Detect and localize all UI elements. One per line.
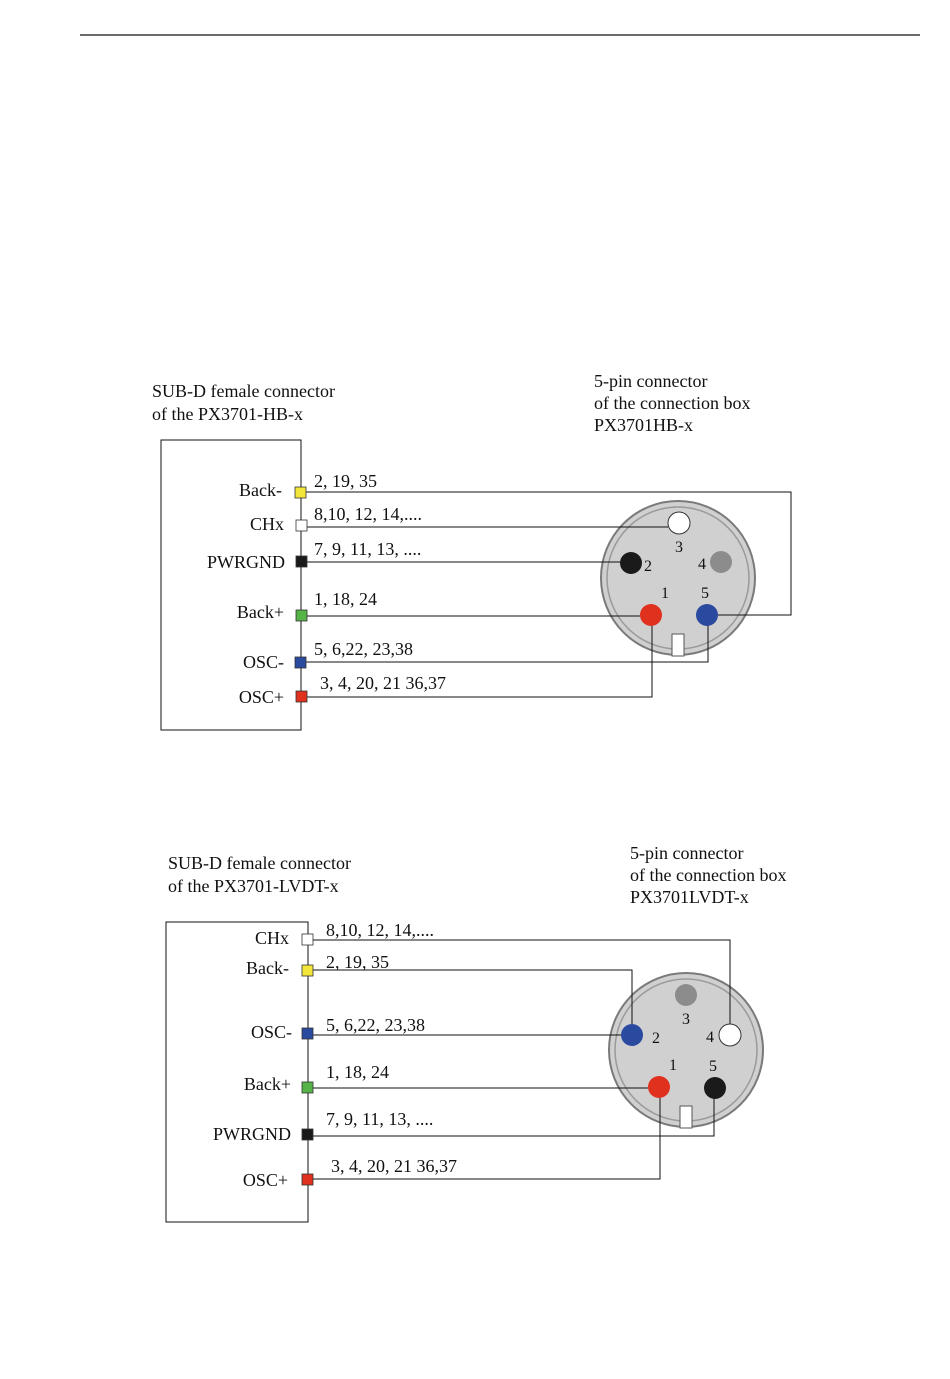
white-square-icon — [302, 934, 313, 945]
pin-5-icon — [696, 604, 718, 626]
pin-3-label: 3 — [682, 1011, 690, 1028]
pin-connector-title-line1: 5-pin connector — [594, 371, 708, 391]
pin-1-icon — [640, 604, 662, 626]
pin-4-label: 4 — [706, 1029, 714, 1046]
signal-pins-back-minus: 2, 19, 35 — [326, 952, 389, 972]
signal-label-back-minus: Back- — [246, 958, 289, 978]
signal-pins-chx: 8,10, 12, 14,.... — [314, 504, 422, 524]
signal-pins-osc-plus: 3, 4, 20, 21 36,37 — [331, 1156, 457, 1176]
pin-1-label: 1 — [669, 1057, 677, 1074]
pin-1-icon — [648, 1076, 670, 1098]
pin-3-icon — [668, 512, 690, 534]
pin-2-icon — [621, 1024, 643, 1046]
diagram-hb — [152, 371, 791, 730]
signal-label-back-minus: Back- — [239, 480, 282, 500]
pin-connector-title-line3: PX3701LVDT-x — [630, 887, 749, 907]
signal-label-pwrgnd: PWRGND — [212, 1124, 291, 1144]
pin-1-label: 1 — [661, 585, 669, 602]
subd-title-line1: SUB-D female connector — [168, 853, 351, 873]
pin-5-icon — [704, 1077, 726, 1099]
pin-3-icon — [675, 984, 697, 1006]
signal-pins-pwrgnd: 7, 9, 11, 13, .... — [326, 1109, 434, 1129]
signal-label-osc-minus: OSC- — [242, 652, 284, 672]
green-square-icon — [296, 610, 307, 621]
pin-connector-title-line2: of the connection box — [594, 393, 751, 413]
signal-label-pwrgnd: PWRGND — [206, 552, 285, 572]
yellow-square-icon — [302, 965, 313, 976]
pin-2-icon — [620, 552, 642, 574]
signal-pins-back-plus: 1, 18, 24 — [314, 589, 377, 609]
green-square-icon — [302, 1082, 313, 1093]
pin-5-label: 5 — [709, 1058, 717, 1075]
subd-title-line1: SUB-D female connector — [152, 381, 335, 401]
signal-pins-back-plus: 1, 18, 24 — [326, 1062, 389, 1082]
connector-key — [672, 634, 684, 656]
signal-label-osc-minus: OSC- — [250, 1022, 292, 1042]
signal-label-back-plus: Back+ — [243, 1074, 291, 1094]
blue-square-icon — [295, 657, 306, 668]
signal-label-osc-plus: OSC+ — [242, 1170, 288, 1190]
signal-pins-pwrgnd: 7, 9, 11, 13, .... — [314, 539, 422, 559]
diagram-lvdt — [166, 843, 786, 1222]
pin-3-label: 3 — [675, 539, 683, 556]
signal-pins-chx: 8,10, 12, 14,.... — [326, 920, 434, 940]
white-square-icon — [296, 520, 307, 531]
signal-pins-osc-plus: 3, 4, 20, 21 36,37 — [320, 673, 446, 693]
pin-2-label: 2 — [644, 558, 652, 575]
pin-4-label: 4 — [698, 556, 706, 573]
pin-connector-title-line3: PX3701HB-x — [594, 415, 694, 435]
connector-key — [680, 1106, 692, 1128]
pin-4-icon — [710, 551, 732, 573]
signal-pins-back-minus: 2, 19, 35 — [314, 471, 377, 491]
pin-4-icon — [719, 1024, 741, 1046]
red-square-icon — [296, 691, 307, 702]
blue-square-icon — [302, 1028, 313, 1039]
red-square-icon — [302, 1174, 313, 1185]
pin-2-label: 2 — [652, 1030, 660, 1047]
black-square-icon — [296, 556, 307, 567]
pin-connector-title-line1: 5-pin connector — [630, 843, 744, 863]
yellow-square-icon — [295, 487, 306, 498]
signal-label-chx: CHx — [249, 514, 284, 534]
subd-title-line2: of the PX3701-HB-x — [152, 404, 303, 424]
black-square-icon — [302, 1129, 313, 1140]
signal-pins-osc-minus: 5, 6,22, 23,38 — [314, 639, 413, 659]
signal-label-back-plus: Back+ — [236, 602, 284, 622]
pin-5-label: 5 — [701, 585, 709, 602]
pin-connector-title-line2: of the connection box — [630, 865, 787, 885]
signal-label-osc-plus: OSC+ — [238, 687, 284, 707]
signal-label-chx: CHx — [254, 928, 289, 948]
subd-title-line2: of the PX3701-LVDT-x — [168, 876, 339, 896]
signal-pins-osc-minus: 5, 6,22, 23,38 — [326, 1015, 425, 1035]
